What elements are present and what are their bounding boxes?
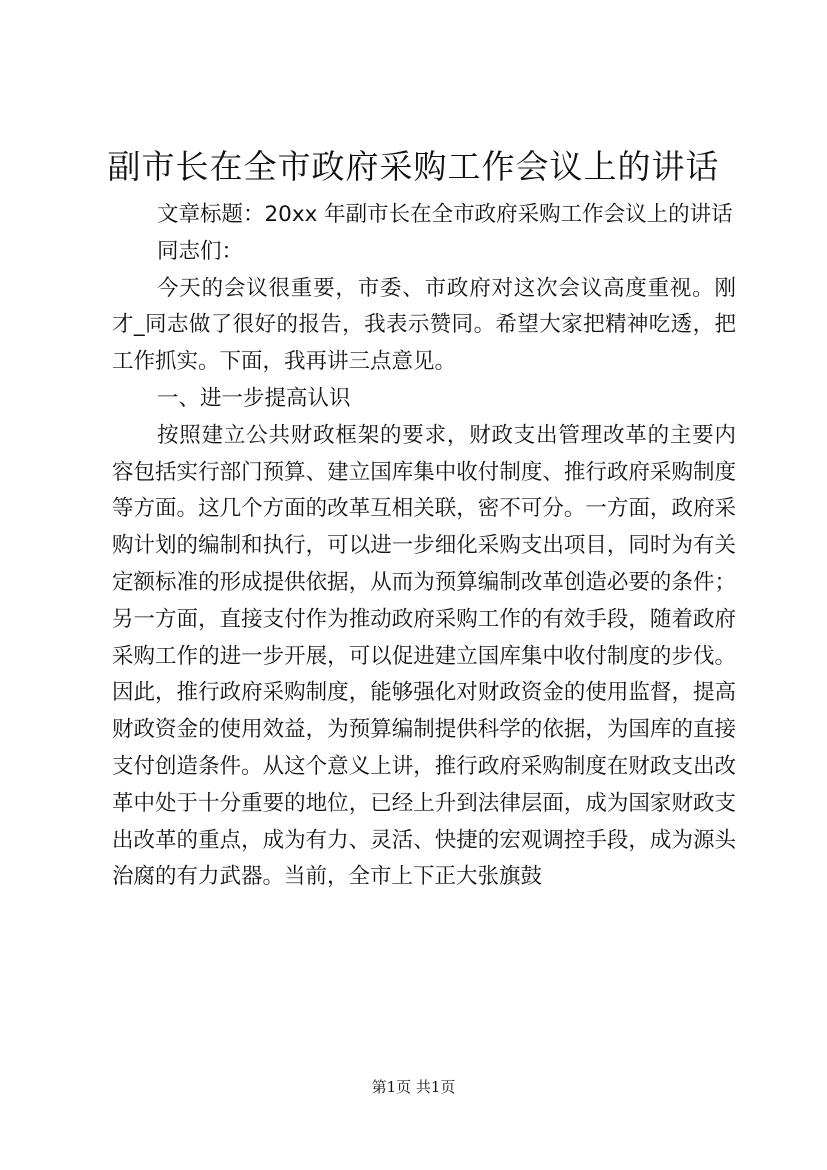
body-paragraph: 按照建立公共财政框架的要求，财政支出管理改革的主要内容包括实行部门预算、建立国库集中收付制度、推行政府采购制度等方面。这几个方面的改革互相关联，密不可分。一方面，政府采购计划的编制和执行，可以进一步细化采购支出项目，同时为有关定额标准的形成提供依据，从而为预算编制改革创造必要的条件；另一方面，直接支付作为推动政府采购工作的有效手段，随着政府采购工作的进一步开展，可以促进建立国库集中收付制度的步伐。因此，推行政府采购制度，能够强化对财政资金的使用监督，提高财政资金的使用效益，为预算编制提供科学的依据，为国库的直接支付创造条件。从这个意义上讲，推行政府采购制度在财政支出改革中处于十分重要的地位，已经上升到法律层面，成为国家财政支出改革的重点，成为有力、灵活、快捷的宏观调控手段，成为源头治腐的有力武器。当前，全市上下正大张旗鼓: [112, 422, 736, 890]
salutation-paragraph: 同志们：: [157, 238, 244, 264]
intro-paragraph: 今天的会议很重要，市委、市政府对这次会议高度重视。刚才_同志做了很好的报告，我表示赞同。希望大家把精神吃透，把工作抓实。下面，我再讲三点意见。: [112, 275, 736, 375]
page-footer: 第1页 共1页: [371, 1078, 456, 1096]
article-title-paragraph: 文章标题：20xx 年副市长在全市政府采购工作会议上的讲话: [157, 202, 733, 227]
section-heading: 一、进一步提高认识: [157, 385, 351, 411]
document-title: 副市长在全市政府采购工作会议上的讲话: [107, 147, 720, 186]
document-body: [112, 197, 736, 896]
